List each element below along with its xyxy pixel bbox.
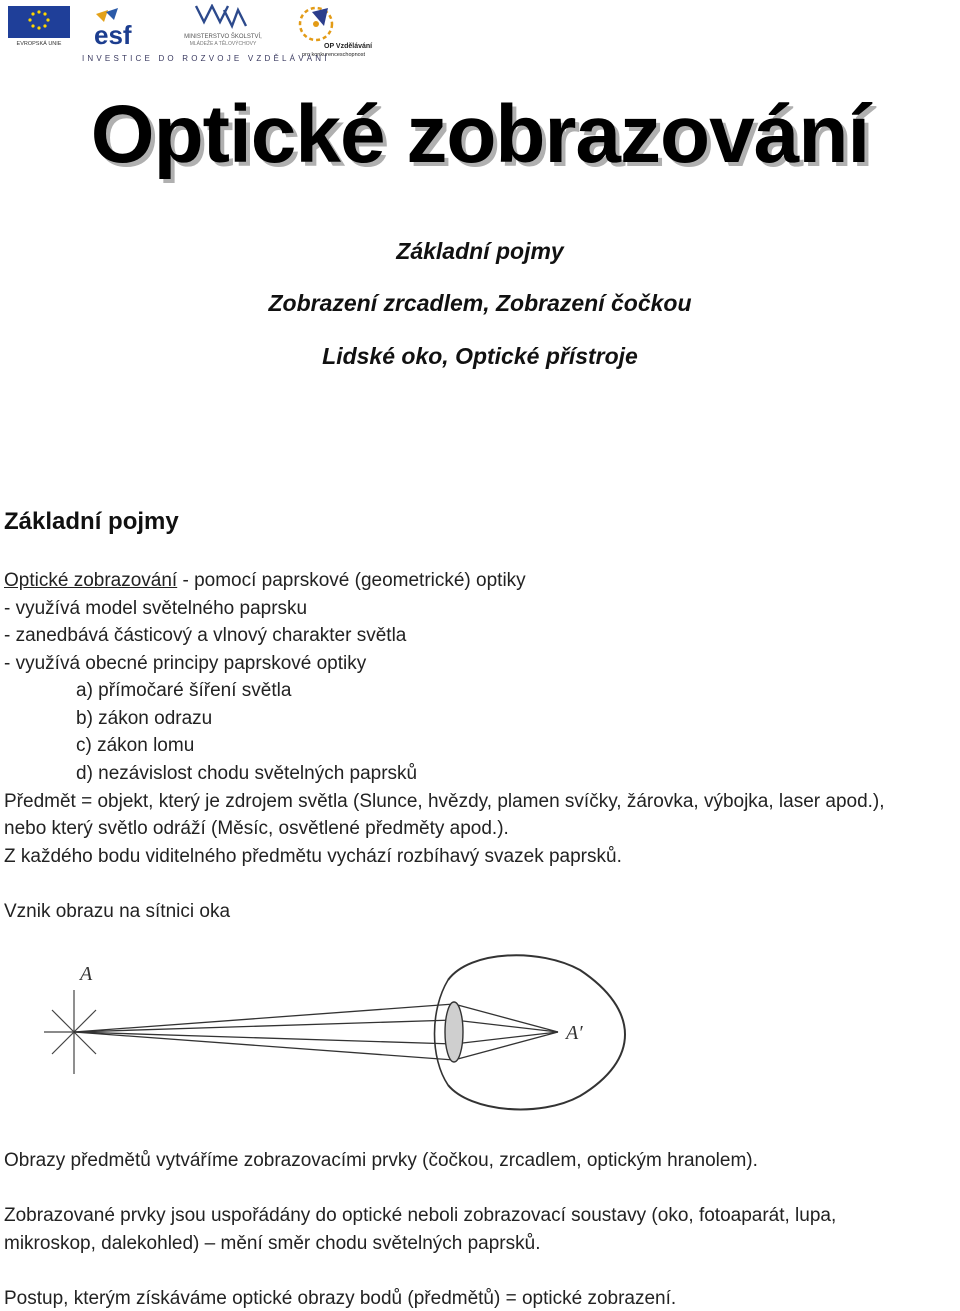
svg-text:OP Vzdělávání: OP Vzdělávání (324, 43, 373, 50)
bullet-1: - využívá model světelného paprsku (4, 598, 308, 619)
svg-text:EVROPSKÁ UNIE: EVROPSKÁ UNIE (16, 41, 62, 46)
subtitle-3: Lidské oko, Optické přístroje (322, 343, 638, 369)
svg-text:MINISTERSTVO ŠKOLSTVÍ,: MINISTERSTVO ŠKOLSTVÍ, (184, 34, 262, 40)
bullet-2: - zanedbává částicový a vlnový charakter světla (4, 625, 407, 646)
eye-lens (445, 1002, 463, 1062)
object-line-1: Předmět = objekt, který je zdrojem světla (Slunce, hvězdy, plamen svíčky, žárovka, výbojka, laser apod.), (4, 791, 885, 812)
esf-logo (92, 8, 154, 48)
term: Optické zobrazování (4, 570, 178, 591)
svg-text:pro konkurenceschopnost: pro konkurenceschopnost (302, 52, 365, 58)
eu-flag-logo (8, 6, 70, 46)
system-line-1: Zobrazované prvky jsou uspořádány do optické neboli zobrazovací soustavy (oko, fotoaparát, lupa, (4, 1205, 837, 1226)
system-line-2: mikroskop, dalekohled) – mění směr chodu světelných paprsků. (4, 1233, 541, 1254)
investice-tagline: INVESTICE DO ROZVOJE VZDĚLÁVÁNÍ (82, 54, 330, 63)
principle-b: b) zákon odrazu (76, 708, 213, 729)
principle-a: a) přímočaré šíření světla (76, 680, 292, 701)
sponsor-logos (6, 4, 376, 62)
term-rest: - pomocí paprskové (geometrické) optiky (177, 570, 526, 591)
bullet-3: - využívá obecné principy paprskové optiky (4, 653, 367, 674)
principle-c: c) zákon lomu (76, 735, 195, 756)
point-a-label: A (80, 963, 93, 985)
page-title: Optické zobrazování (90, 89, 870, 180)
op-vk-logo (288, 4, 376, 58)
image-a-label: A′ (566, 1022, 583, 1044)
subtitle-2: Zobrazení zrcadlem, Zobrazení čočkou (268, 290, 692, 316)
eye-image-formation-diagram (0, 940, 660, 1115)
msmt-logo (168, 4, 278, 48)
svg-text:MLÁDEŽE A TĚLOVÝCHOVY: MLÁDEŽE A TĚLOVÝCHOVY (189, 41, 257, 47)
bundle-line: Z každého bodu viditelného předmětu vychází rozbíhavý svazek paprsků. (4, 846, 622, 867)
retina-heading: Vznik obrazu na sítnici oka (4, 901, 231, 922)
section-heading: Základní pojmy (4, 508, 179, 535)
svg-text:esf: esf (94, 20, 132, 48)
subtitle-1: Základní pojmy (396, 238, 564, 264)
principle-d: d) nezávislost chodu světelných paprsků (76, 763, 418, 784)
term-line (4, 570, 526, 592)
definition-line: Postup, kterým získáváme optické obrazy bodů (předmětů) = optické zobrazení. (4, 1288, 677, 1309)
ray-bundle (74, 1004, 558, 1060)
eyeball-outline (448, 955, 625, 1109)
object-line-2: nebo který světlo odráží (Měsíc, osvětlené předměty apod.). (4, 818, 509, 839)
images-line: Obrazy předmětů vytváříme zobrazovacími prvky (čočkou, zrcadlem, optickým hranolem). (4, 1150, 758, 1171)
